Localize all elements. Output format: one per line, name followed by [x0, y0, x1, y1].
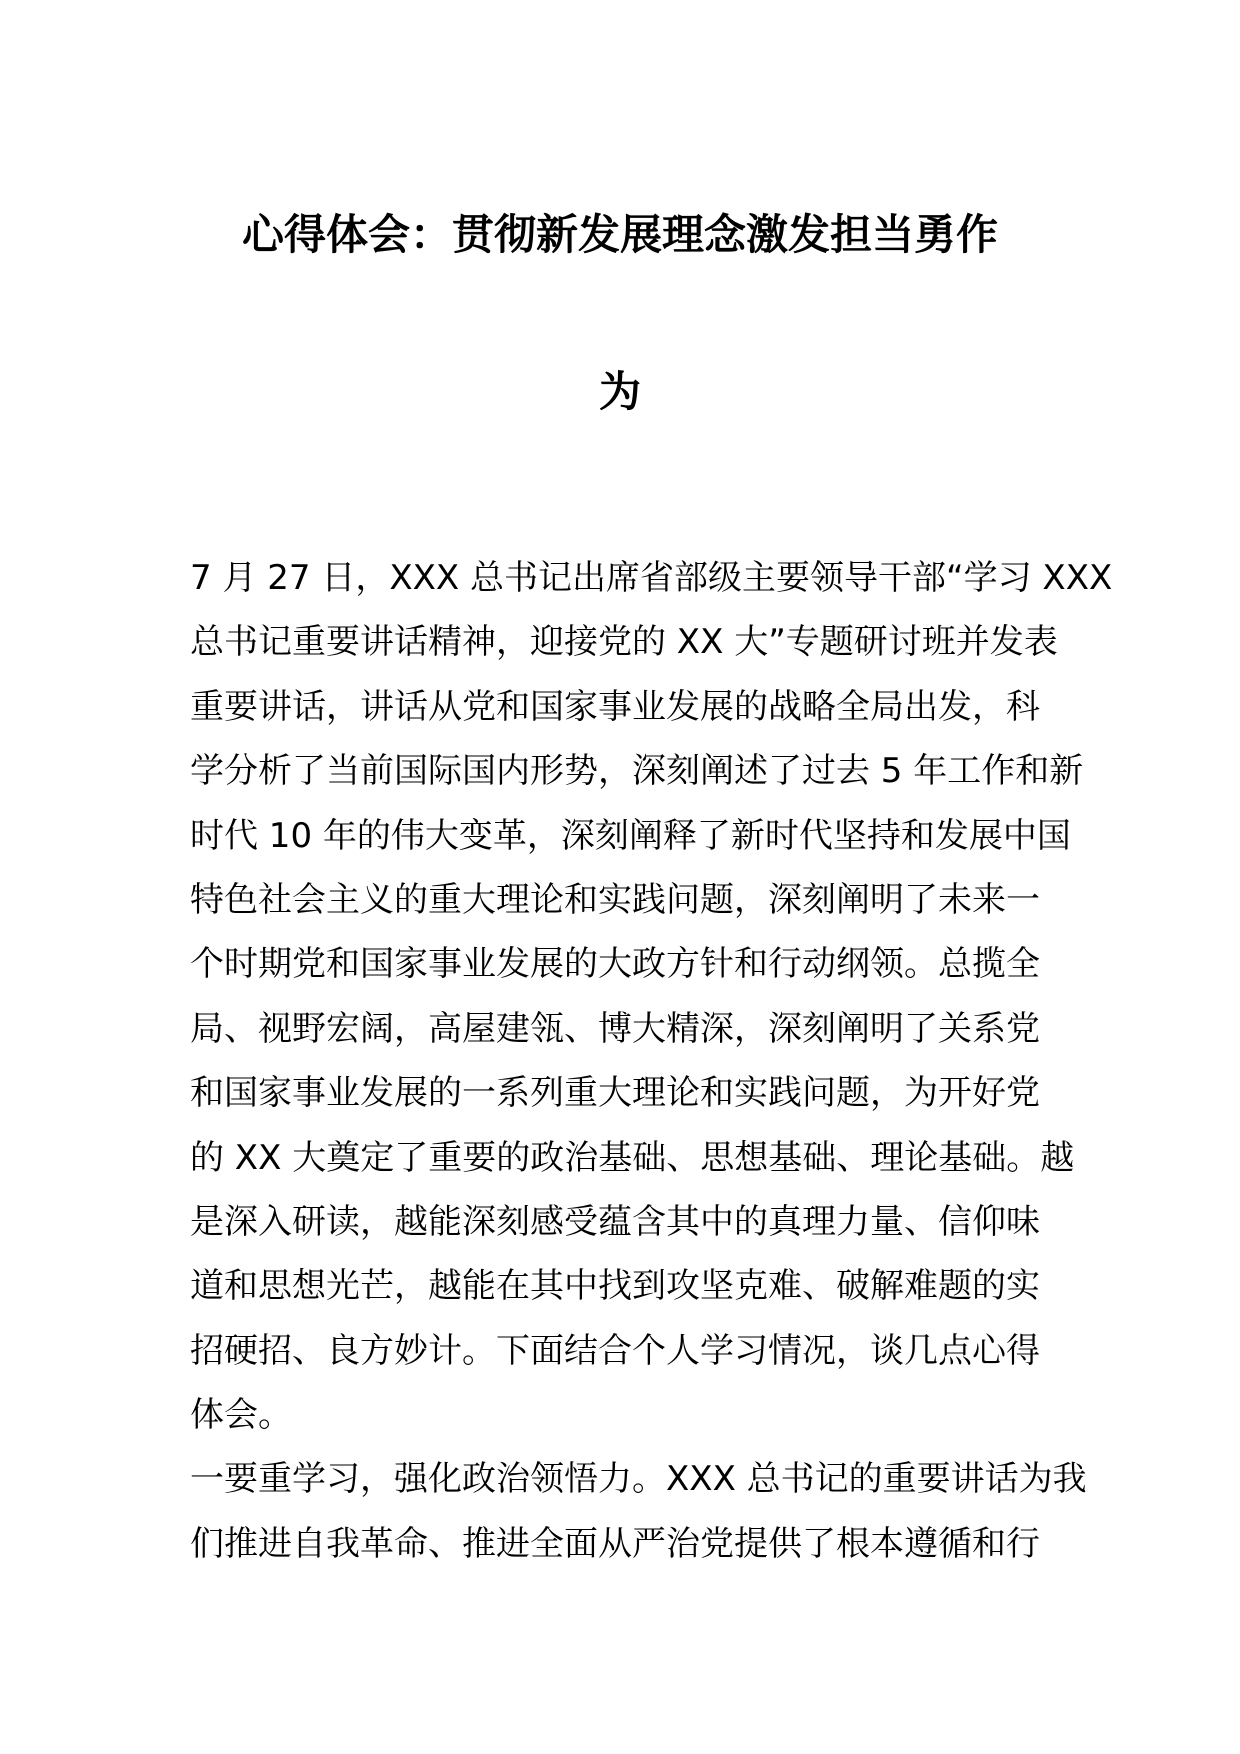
- document-title-line-1: 心得体会：贯彻新发展理念激发担当勇作: [241, 210, 998, 259]
- body-line: 是深入研读，越能深刻感受蕴含其中的真理力量、信仰味: [190, 1201, 1040, 1242]
- body-line: 重要讲话，讲话从党和国家事业发展的战略全局出发，科: [190, 686, 1040, 727]
- body-line: 和国家事业发展的一系列重大理论和实践问题，为开好党: [190, 1073, 1040, 1114]
- body-line: 时代 10 年的伟大变革，深刻阐释了新时代坚持和发展中国: [190, 815, 1071, 856]
- body-line: 总书记重要讲话精神，迎接党的 XX 大”专题研讨班并发表: [190, 622, 1058, 663]
- body-line: 学分析了当前国际国内形势，深刻阐述了过去 5 年工作和新: [190, 751, 1084, 792]
- body-line: 道和思想光芒，越能在其中找到攻坚克难、破解难题的实: [190, 1266, 1040, 1307]
- body-line: 一要重学习，强化政治领悟力。XXX 总书记的重要讲话为我: [190, 1459, 1087, 1500]
- body-line: 们推进自我革命、推进全面从严治党提供了根本遵循和行: [190, 1523, 1040, 1564]
- body-line: 局、视野宏阔，高屋建瓴、博大精深，深刻阐明了关系党: [190, 1008, 1040, 1049]
- body-line: 体会。: [190, 1395, 292, 1436]
- body-line: 特色社会主义的重大理论和实践问题，深刻阐明了未来一: [190, 879, 1040, 920]
- body-line: 7 月 27 日，XXX 总书记出席省部级主要领导干部“学习 XXX: [190, 558, 1113, 598]
- document-body: [190, 546, 1113, 1576]
- body-line: 招硬招、良方妙计。下面结合个人学习情况，谈几点心得: [190, 1330, 1040, 1371]
- body-line: 的 XX 大奠定了重要的政治基础、思想基础、理论基础。越: [190, 1137, 1075, 1178]
- document-title-line-2: 为: [598, 367, 641, 416]
- body-line: 个时期党和国家事业发展的大政方针和行动纲领。总揽全: [190, 944, 1040, 985]
